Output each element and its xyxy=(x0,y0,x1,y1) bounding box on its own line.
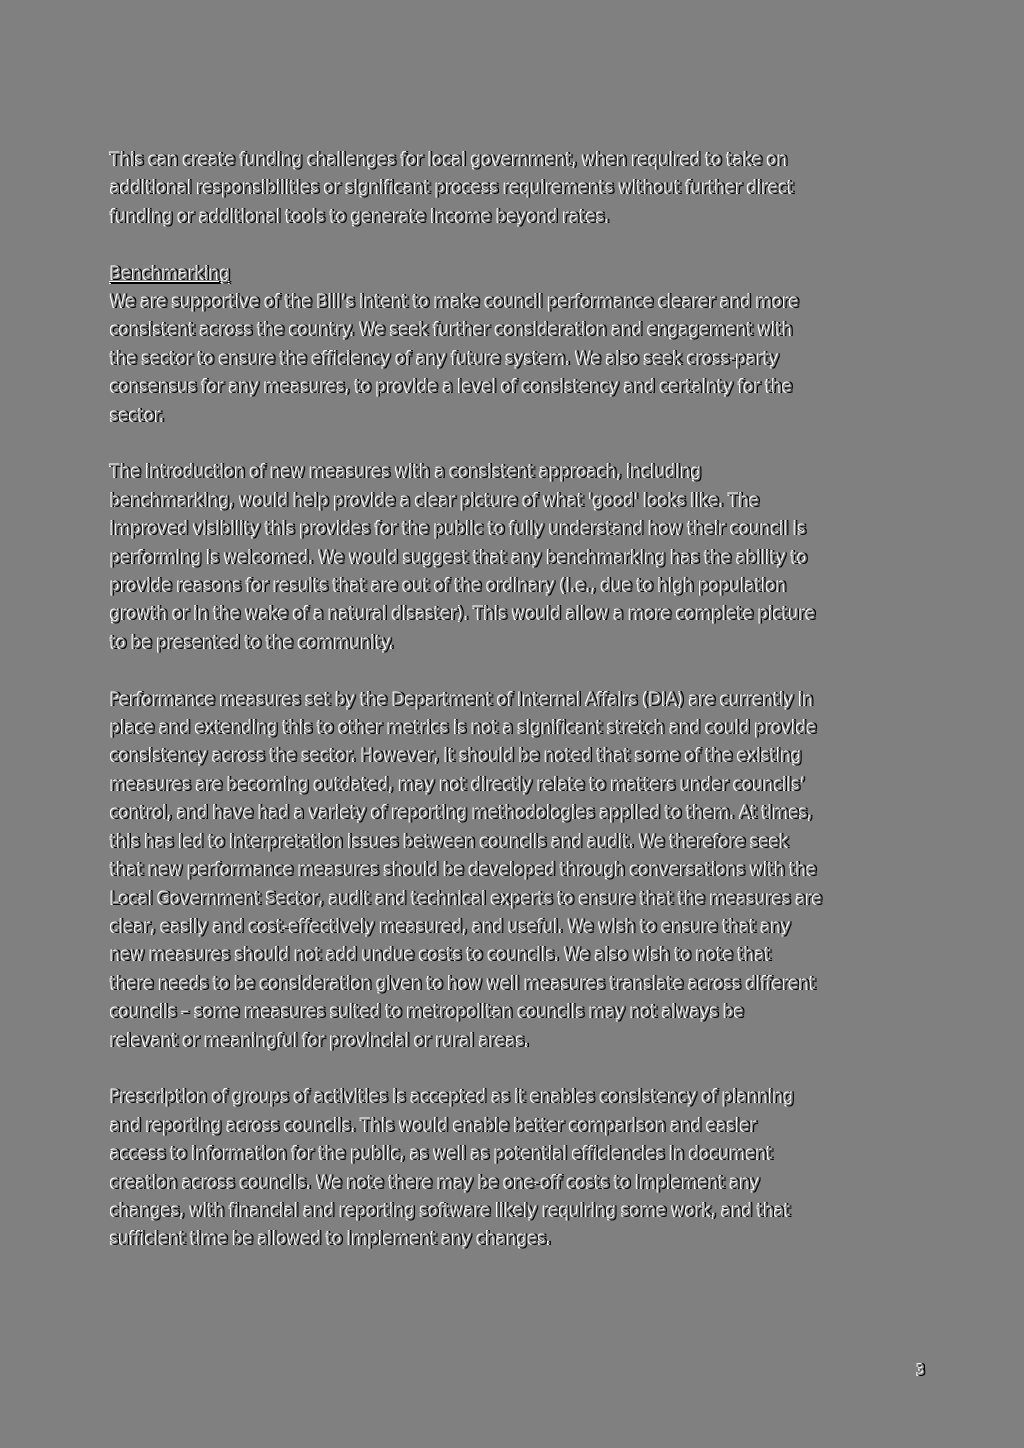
text-line: We are supportive of the Bill’s intent to make council performance clearer and more xyxy=(110,292,800,313)
text-line: creation across councils. We note there may be one-off costs to implement any xyxy=(110,1172,761,1193)
paragraph-benchmarking-intro xyxy=(110,260,930,430)
text-line: consensus for any measures, to provide a level of consistency and certainty for the xyxy=(110,377,793,398)
text-line: funding or additional tools to generate income beyond rates. xyxy=(110,206,610,227)
text-line: additional responsibilities or significant process requirements without further direct xyxy=(110,178,794,199)
text-line: provide reasons for results that are out of the ordinary (i.e., due to high population xyxy=(110,576,787,597)
text-line: sector. xyxy=(110,405,165,426)
text-line: councils – some measures suited to metropolitan councils may not always be xyxy=(110,1002,745,1023)
text-line: sufficient time be allowed to implement any changes. xyxy=(110,1229,552,1250)
paragraph-performance-measures xyxy=(110,686,930,1055)
paragraph-funding-challenges xyxy=(110,146,930,231)
text-line: improved visibility this provides for the public to fully understand how their council is xyxy=(110,519,807,540)
text-line: The introduction of new measures with a consistent approach, including xyxy=(110,462,702,483)
text-line: that new performance measures should be developed through conversations with the xyxy=(110,860,817,881)
text-line: This can create funding challenges for local government, when required to take on xyxy=(110,150,788,170)
text-line: new measures should not add undue costs to councils. We also wish to note that xyxy=(110,945,772,966)
text-line: access to information for the public, as well as potential efficiencies in document xyxy=(110,1144,773,1165)
document-page xyxy=(110,146,930,1254)
section-heading-wrap xyxy=(110,260,930,288)
text-line: control, and have had a variety of reporting methodologies applied to them. At times, xyxy=(110,803,813,824)
text-line: benchmarking, would help provide a clear picture of what 'good' looks like. The xyxy=(110,490,760,511)
text-line: and reporting across councils. This would enable better comparison and easier xyxy=(110,1115,757,1136)
text-line: Performance measures set by the Department of Internal Affairs (DIA) are currently in xyxy=(110,689,814,710)
text-line: the sector to ensure the efficiency of any future system. We also seek cross-party xyxy=(110,348,780,369)
paragraph-prescription-of-activities xyxy=(110,1083,930,1253)
text-line: there needs to be consideration given to how well measures translate across different xyxy=(110,973,816,994)
text-line: measures are becoming outdated, may not directly relate to matters under councils’ xyxy=(110,774,806,795)
text-line: consistency across the sector. However, it should be noted that some of the existing xyxy=(110,746,802,767)
paragraph-new-measures xyxy=(110,458,930,657)
text-line: relevant or meaningful for provincial or rural areas. xyxy=(110,1030,530,1051)
text-line: consistent across the country. We seek further consideration and engagement with xyxy=(110,320,793,341)
text-line: Prescription of groups of activities is accepted as it enables consistency of planning xyxy=(110,1087,794,1108)
page-number: 3 xyxy=(916,1361,926,1379)
text-line: to be presented to the community. xyxy=(110,632,395,653)
text-line: place and extending this to other metrics is not a significant stretch and could provide xyxy=(110,718,817,739)
text-line: growth or in the wake of a natural disaster). This would allow a more complete picture xyxy=(110,604,816,625)
section-heading-benchmarking: Benchmarking xyxy=(110,263,231,284)
text-line: clear, easily and cost-effectively measured, and useful. We wish to ensure that any xyxy=(110,916,792,937)
text-line: Local Government Sector, audit and technical experts to ensure that the measures are xyxy=(110,888,823,909)
text-line: this has led to interpretation issues between councils and audit. We therefore seek xyxy=(110,831,789,852)
text-line: changes, with financial and reporting software likely requiring some work, and that xyxy=(110,1200,791,1221)
text-line: performing is welcomed. We would suggest that any benchmarking has the ability to xyxy=(110,547,808,568)
